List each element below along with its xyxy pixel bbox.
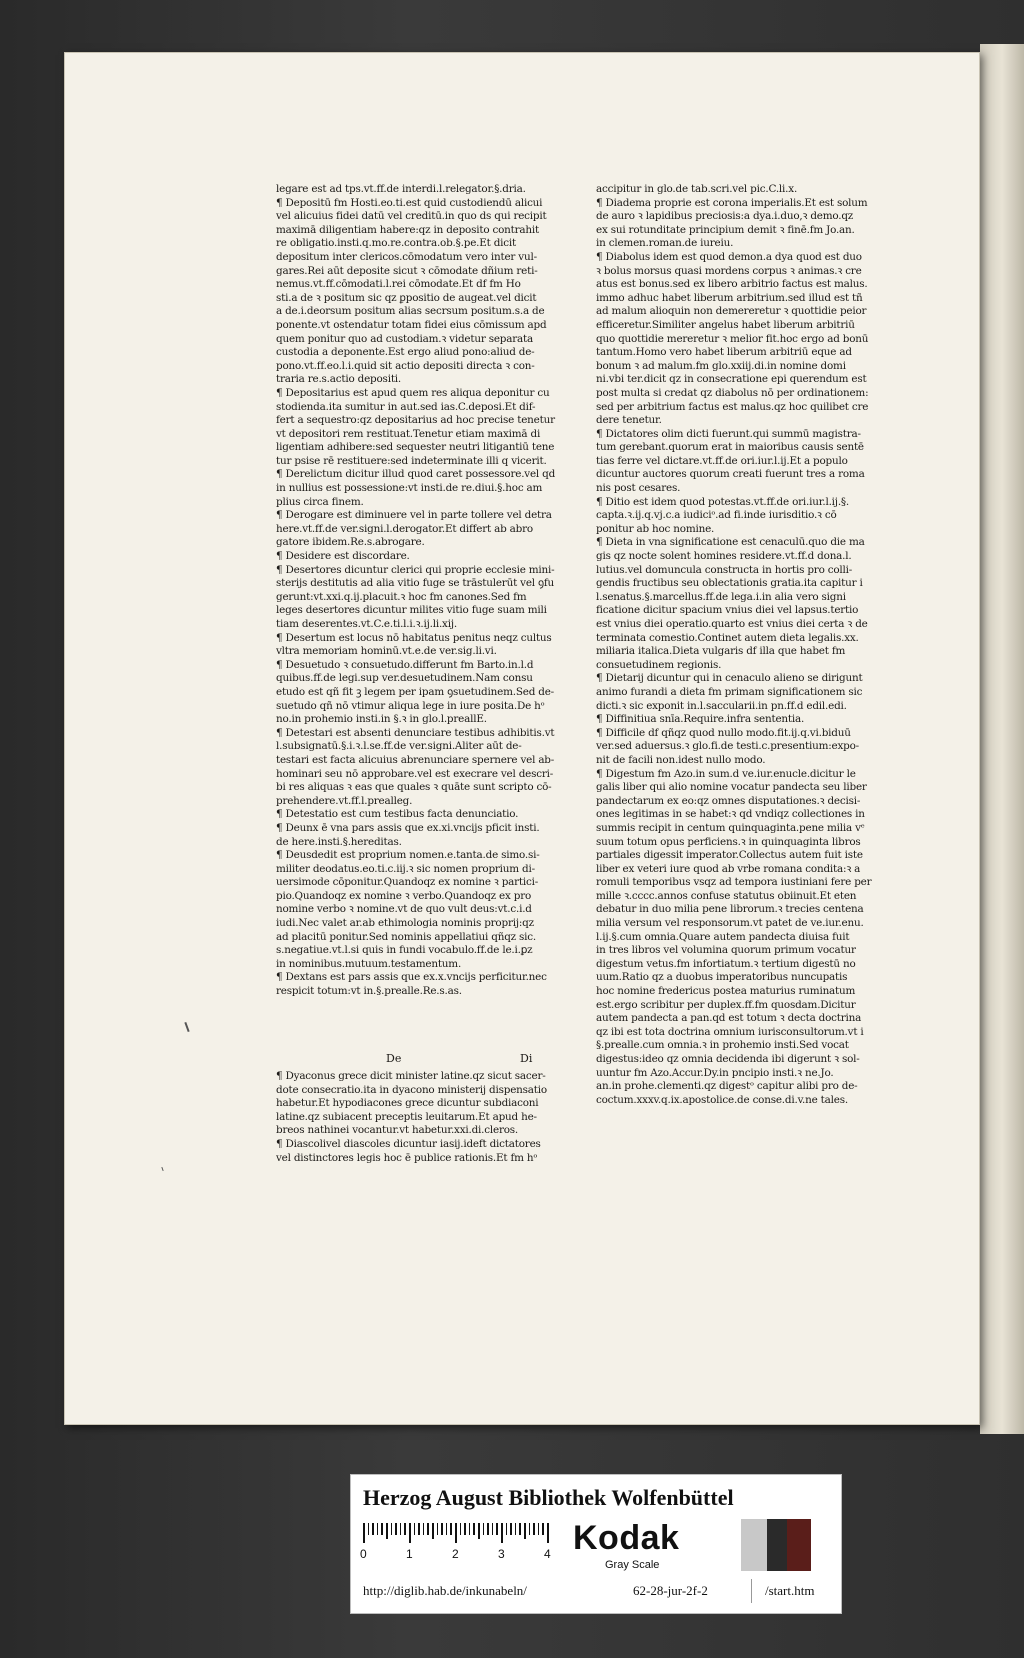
text-line: ¶ Diabolus idem est quod demon.a dya quod est duo [596,250,862,263]
text-line: testari est facta alicuius abrenunciare spernere vel ab- [276,753,555,766]
text-line: in clemen.roman.de iureiu. [596,237,734,250]
start-link[interactable]: /start.htm [765,1583,815,1598]
text-line: ¶ Dieta in vna significatione est cenaculū.quo die ma [596,536,865,549]
text-line: tiam deserentes.vt.C.e.ti.l.i.ꝛ.ij.li.xij. [276,618,457,630]
right-column [596,183,926,1107]
text-line: est vnius diei operatio.quarto est vnius diei certa ꝛ de [596,618,868,630]
text-line: consuetudinem regionis. [596,658,722,671]
text-line: ver.sed aduersus.ꝛ glo.fi.de testi.c.presentium:expo- [596,740,859,753]
ruler-number: 0 [360,1547,367,1561]
text-line: nis post cesares. [596,482,681,495]
text-line: in tres libros vel volumina quorum primum vocatur [596,944,856,957]
text-line: post multa si credat qz diabolus nō per ordinationem: [596,386,869,399]
text-line: custodia a deponente.Est ergo aliud pono:aliud de- [276,346,535,359]
text-line: pio.Quandoqz ex nomine ꝛ verbo.Quandoqz ex pro [276,889,532,902]
ruler-tick [533,1523,535,1535]
text-line: ones legitimas in se habet:ꝛ qd vndiqz collectiones in [596,808,865,821]
text-line: atus est bonus.sed ex libero arbitrio factus est malus. [596,278,868,291]
text-line: vel distinctores legis hoc ē publice rationis.Et fm hᵒ [276,1151,538,1164]
ruler-tick [478,1523,480,1539]
text-line: de here.insti.§.hereditas. [276,835,402,848]
text-line: ¶ Desuetudo ꝛ consuetudo.differunt fm Barto.in.l.d [276,658,534,671]
ruler-tick [381,1523,383,1535]
text-line: tias ferre vel dictare.vt.ff.de ori.iur.l.ij.Et a populo [596,454,848,467]
ruler-tick [441,1523,443,1535]
text-line: milia versum vel responsorum.vt patet de ve.iur.enu. [596,917,864,930]
text-line: gendis fructibus seu oblectationis gratia.ita capitur i [596,577,863,590]
text-line: efficeretur.Similiter angelus habet liberum arbitriū [596,318,855,331]
text-line: romuli temporibus vsqz ad tempora iustiniani fere per [596,876,872,889]
text-line: ¶ Detestatio est cum testibus facta denunciatio. [276,808,519,821]
shelfmark: 62-28-jur-2f-2 [633,1583,708,1598]
text-line: pono.vt.ff.eo.l.i.quid sit actio depositi directa ꝛ con- [276,359,535,372]
text-line: nomine verbo ꝛ nomine.vt de quo vult deus:vt.c.i.d [276,903,532,916]
signature-right: Di [520,1052,533,1065]
ruler-tick [395,1523,397,1535]
text-line: mille ꝛ.cccc.annos confuse statutus obiinuit.Et eten [596,889,857,902]
text-line: here.vt.ff.de ver.signi.l.derogator.Et differt ab abro [276,522,533,535]
ruler-tick [519,1523,521,1535]
ruler-tick [377,1523,379,1535]
text-line: immo adhuc habet liberum arbitrium.sed illud est tñ [596,291,863,304]
text-line: stodienda.ita sumitur in aut.sed ias.C.deposi.Et dif- [276,400,536,413]
text-line: re obligatio.insti.q.mo.re.contra.ob.§.pe.Et dicit [276,237,517,250]
target-strip [350,1474,842,1614]
text-line: iudi.Nec valet ar.ab ethimologia nominis proprij:qz [276,917,534,930]
ruler-tick [547,1523,549,1543]
text-line: uuntur fm Azo.Accur.Dy.in pncipio insti.ꝛ ne.Jo. [596,1066,834,1079]
text-line: terminata comestio.Continet autem dieta legalis.xx. [596,631,859,644]
text-line: l.senatus.§.marcellus.ff.de lega.i.in alia vero signi [596,590,846,603]
text-line: pandectarum ex eo:qz omnes disputationes.ꝛ decisi- [596,794,861,807]
text-line: dere tenetur. [596,414,662,427]
ruler-tick [510,1523,512,1535]
ruler-tick [409,1523,411,1543]
ruler [360,1523,553,1561]
text-line: ¶ Difficile df qñqz quod nullo modo.fit.ij.q.vi.biduū [596,726,851,739]
text-line: tantum.Homo vero habet liberum arbitriū eque ad [596,346,852,359]
signature-left: De [386,1052,402,1065]
text-line: habetur.Et hypodiacones grece dicuntur subdiaconi [276,1097,539,1110]
text-line: dote consecratio.ita in dyacono ministerij dispensatio [276,1083,547,1096]
text-line: gatore ibidem.Re.s.abrogare. [276,536,425,549]
ruler-tick [455,1523,457,1543]
text-line: suum totum opus perficiens.ꝛ in quinquaginta libros [596,835,861,848]
text-line: §.prealle.cum omnia.ꝛ in prohemio insti.Sed vocat [596,1039,849,1052]
ruler-number: 4 [544,1547,551,1561]
text-line: militer deodatus.eo.ti.c.iij.ꝛ sic nomen proprium di- [276,862,535,875]
text-line: ¶ Dietarij dicuntur qui in cenaculo alieno se dirigunt [596,672,863,685]
text-line: in nullius est possessione:vt insti.de re.diui.§.hoc am [276,482,543,495]
ruler-tick [437,1523,439,1535]
text-line: bonum ꝛ ad malum.fm glo.xxiij.di.in nomine domi [596,359,846,372]
ruler-tick [496,1523,498,1535]
ruler-tick [423,1523,425,1535]
dark-swatch [767,1519,787,1571]
text-line: ¶ Ditio est idem quod potestas.vt.ff.de ori.iur.l.ij.§. [596,495,850,508]
ruler-tick [464,1523,466,1535]
text-line: ni.vbi ter.dicit qz in consecratione epi querendum est [596,373,867,386]
ruler-tick [432,1523,434,1539]
ruler-tick [400,1523,402,1535]
ruler-tick [450,1523,452,1535]
text-line: de auro ꝛ lapidibus preciosis:a dya.i.duo,ꝛ demo.qz [596,210,854,223]
text-line: uersimode cōponitur.Quandoqz ex nomine ꝛ partici- [276,876,539,889]
text-line: ¶ Desertum est locus nō habitatus penitus neqz cultus [276,631,552,644]
text-line: breos nathinei vocantur.vt habetur.xxi.di.cleros. [276,1124,519,1137]
text-line: gis qz nocte solent homines residere.vt.ff.d dona.l. [596,550,852,563]
text-line: legare est ad tps.vt.ff.de interdi.l.relegator.§.dria. [276,183,526,195]
text-line: ¶ Desidere est discordare. [276,550,410,563]
text-line: vt depositori rem restituat.Tenetur etiam maximā di [276,427,541,440]
text-line: l.subsignatū.§.i.ꝛ.l.se.ff.de ver.signi.Aliter aūt de- [276,740,522,753]
text-line: quo quottidie mereretur ꝛ melior fit.hoc ergo ad bonū [596,332,869,345]
text-line: prehendere.vt.ff.l.prealleg. [276,794,413,807]
text-line: ¶ Depositū fm Hosti.eo.ti.est quid custodiendū alicui [276,196,543,209]
gray-scale-label: Gray Scale [605,1559,660,1571]
text-line: vel alicuius fidei datū vel creditū.in quo ds qui recipit [276,210,547,223]
text-line: ꝛ bolus morsus quasi mordens corpus ꝛ animas.ꝛ cre [596,264,862,277]
text-line: a de.i.deorsum positum alias secrsum positum.s.a de [276,305,545,318]
text-line: liber ex veteri iure quod ab vrbe romana condita:ꝛ a [596,862,861,875]
text-line: digestum vetus.fm infortiatum.ꝛ tertium digestū no [596,957,856,970]
kodak-logo: Kodak [573,1519,680,1557]
text-line: autem pandecta a pan.qd est totum ꝛ decta doctrina [596,1012,862,1025]
text-line: ¶ Digestum fm Azo.in sum.d ve.iur.enucle.dicitur le [596,767,856,780]
text-line: leges desertores dicuntur milites vitio fuge suam mili [276,604,547,617]
text-line: tum gerebant.quorum erat in maioribus causis sentē [596,441,864,454]
text-line: ¶ Desertores dicuntur clerici qui proprie ecclesie mini- [276,563,555,576]
text-line: gares.Rei aūt deposite sicut ꝛ cōmodate dñium reti- [276,264,538,277]
text-line: sti.a de ꝛ positum sic qz ꝑpositio de augeat.vel dicit [276,291,537,304]
ruler-tick [391,1523,393,1535]
text-line: suetudo qñ nō vtimur aliqua lege in iure posita.De hᵒ [276,699,545,712]
text-line: coctum.xxxv.q.ix.apostolice.de conse.di.v.ne tales. [596,1093,848,1106]
text-line: animo furandi a dieta fm primam significationem sic [596,685,863,698]
text-line: summis recipit in centum quinquaginta.pene milia vᵉ [596,821,865,834]
text-line: tur psise rē restituere:sed indeterminate illi q vicerit. [276,454,547,467]
ruler-tick [427,1523,429,1535]
text-line: miliaria italica.Dieta vulgaris df illa que habet fm [596,645,846,658]
maroon-swatch [787,1519,811,1571]
text-line: ¶ Diffinitiua snīa.Require.infra sententia. [596,713,805,726]
ruler-tick [506,1523,508,1535]
text-line: fert a sequestro:qz depositarius ad hoc precise tenetur [276,414,555,427]
text-line: lutius.vel domuncula constructa in hortis pro colli- [596,563,853,576]
text-line: depositum inter clericos.cōmodatum vero inter vul- [276,250,537,263]
text-line: quibus.ff.de legi.sup ver.desuetudinem.Nam consu [276,672,533,685]
left-column [276,183,606,999]
ruler-tick [483,1523,485,1535]
text-line: ficatione dicitur spacium vnius diei vel lapsus.tertio [596,604,859,617]
text-line: an.in prohe.clementi.qz digestᵒ capitur alibi pro de- [596,1080,858,1093]
ruler-tick [542,1523,544,1535]
ruler-tick [538,1523,540,1535]
ruler-tick [372,1523,374,1535]
ruler-tick [501,1523,503,1543]
text-line: vltra memoriam hominū.vt.e.de ver.sig.li.vi. [276,645,497,658]
text-line: ¶ Diadema proprie est corona imperialis.Et est solum [596,196,868,209]
text-line: nit de facili non.idest nullo modo. [596,753,766,766]
ruler-tick [368,1523,370,1535]
text-line: galis liber qui alio nomine vocatur pandecta seu liber [596,781,867,794]
ruler-number: 2 [452,1547,459,1561]
ruler-tick [404,1523,406,1535]
text-line: ¶ Diascolivel diascoles dicuntur iasij.ideft dictatores [276,1137,541,1150]
ruler-tick [414,1523,416,1535]
ruler-tick [469,1523,471,1535]
text-line: accipitur in glo.de tab.scri.vel pic.C.li.x. [596,183,798,195]
ruler-tick [515,1523,517,1535]
text-line: plius circa finem. [276,495,364,508]
ruler-tick [524,1523,526,1539]
ruler-tick [529,1523,531,1535]
text-line: hoc nomine fredericus postea maturius ruminatum [596,985,856,998]
institution-name: Herzog August Bibliothek Wolfenbüttel [363,1485,734,1510]
divider [751,1579,752,1603]
text-line: ¶ Dextans est pars assis que ex.x.vncijs perficitur.nec [276,971,547,984]
text-line: bi res aliquas ꝛ eas que quales ꝛ quāte sunt scripto cō- [276,781,552,794]
text-line: ¶ Derogare est diminuere vel in parte tollere vel detra [276,509,552,522]
ruler-tick [418,1523,420,1535]
text-line: ligentiam adhibere:sed sequester neutri litigantiū tene [276,441,555,454]
text-line: maximā diligentiam habere:qz in deposito contrahit [276,223,539,236]
text-line: ponitur ab hoc nomine. [596,522,715,535]
text-line: ponente.vt ostendatur totam fidei eius cōmissum apd [276,318,547,331]
text-line: qz ibi est tota doctrina omnium iurisconsultorum.vt i [596,1025,864,1038]
left-column-after [276,1070,606,1165]
text-line: in nominibus.mutuum.testamentum. [276,957,462,970]
text-line: ¶ Depositarius est apud quem res aliqua deponitur cu [276,386,550,399]
text-line: est.ergo scribitur per duplex.ff.fm quosdam.Dicitur [596,998,856,1011]
page-edge [980,44,1024,1434]
text-line: no.in prohemio insti.in §.ꝛ in glo.l.preallE. [276,713,487,726]
text-line: dicuntur auctores quorum creati fuerunt tres a roma [596,468,865,481]
ruler-number: 1 [406,1547,413,1561]
ruler-tick [386,1523,388,1539]
text-line: etudo est qñ fit ꝫ legem per ipam ꝯsuetudinem.Sed de- [276,685,554,698]
text-line: dicti.ꝛ sic exponit in.l.saccularii.in pn.ff.d edil.edi. [596,699,847,712]
source-url[interactable]: http://diglib.hab.de/inkunabeln/ [363,1583,527,1598]
text-line: debatur in duo milia pene librorum.ꝛ trecies centena [596,903,864,916]
text-line: ¶ Derelictum dicitur illud quod caret possessore.vel qd [276,468,556,481]
ruler-tick [446,1523,448,1535]
text-line: traria re.s.actio depositi. [276,373,402,386]
text-line: ¶ Deusdedit est proprium nomen.e.tanta.de simo.si- [276,849,540,862]
text-line: digestus:ideo qz omnia decidenda ibi digerunt ꝛ sol- [596,1053,860,1065]
text-line: ¶ Dictatores olim dicti fuerunt.qui summū magistra- [596,427,861,440]
text-line: ¶ Detestari est absenti denunciare testibus adhibitis.vt [276,726,555,739]
text-line: sterijs destitutis ad alia vitio fuge se trāstulerūt vel ꝯfu [276,577,555,590]
text-line: ad placitū ponitur.Sed nominis appellatiui qñqz sic. [276,930,536,943]
text-line: partiales digessit imperator.Collectus autem fuit iste [596,849,863,862]
text-line: ex sui rotunditate principium demit ꝛ finē.fm Jo.an. [596,223,855,236]
ruler-tick [363,1523,365,1543]
text-line: nemus.vt.ff.cōmodati.l.rei cōmodate.Et df fm Ho [276,278,521,291]
ruler-tick [487,1523,489,1535]
text-line: latine.qz subiacent preceptis leuitarum.Et apud he- [276,1110,537,1123]
ruler-tick [460,1523,462,1535]
text-line: respicit totum:vt in.§.prealle.Re.s.as. [276,985,462,998]
text-line: ¶ Dyaconus grece dicit minister latine.qz sicut sacer- [276,1070,546,1082]
text-line: capta.ꝛ.ij.q.vj.c.a iudiciᵒ.ad fi.inde iurisditio.ꝛ cō [596,509,837,522]
text-line: ¶ Deunx ē vna pars assis que ex.xi.vncijs pficit insti. [276,821,540,834]
text-line: quem ponitur quo ad custodiam.ꝛ videtur separata [276,332,533,345]
text-line: sed per arbitrium factus est malus.qz hoc quilibet cre [596,400,869,413]
text-line: s.negatiue.vt.l.si quis in fundi vocabulo.ff.de le.i.ꝑz [276,944,533,957]
text-line: ad malum alioquin non demereretur ꝛ quottidie peior [596,305,867,318]
gray-swatch [741,1519,767,1571]
ruler-number: 3 [498,1547,505,1561]
ruler-tick [492,1523,494,1535]
text-line: uum.Ratio qz a duobus imperatoribus nuncupatis [596,971,848,984]
text-line: l.ij.§.cum omnia.Quare autem pandecta diuisa fuit [596,930,850,943]
ruler-tick [473,1523,475,1535]
text-line: gerunt:vt.xxi.q.ij.placuit.ꝛ hoc fm canones.Sed fm [276,590,527,603]
text-line: hominari seu nō approbare.vel est execrare vel descri- [276,767,554,780]
